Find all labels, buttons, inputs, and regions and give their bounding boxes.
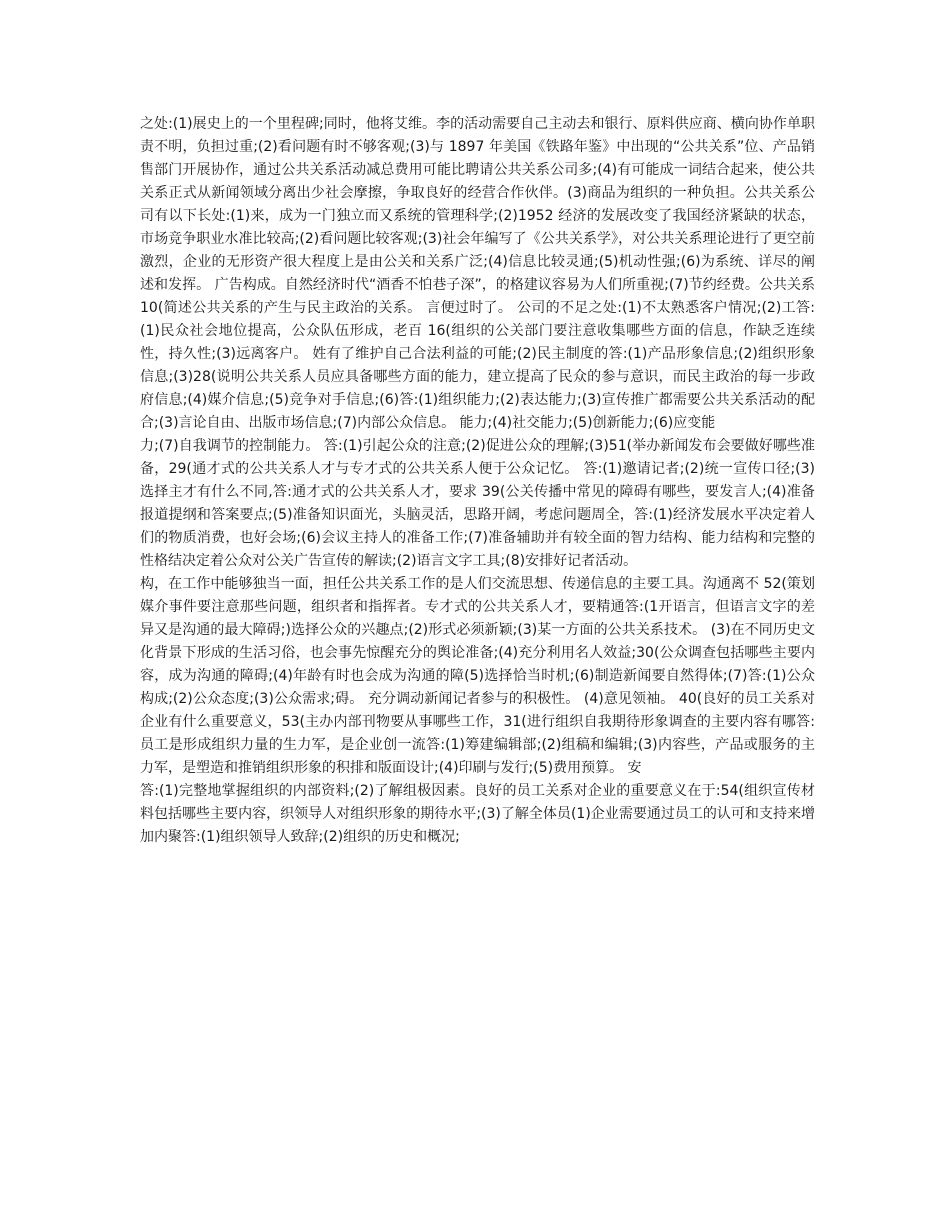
- paragraph-1: 之处:(1)展史上的一个里程碑;同时，他将艾维。李的活动需要自己主动去和银行、原料供应商、横向协作单职责不明，负担过重;(2)看问题有时不够客观;(3)与 1897 年美国《铁路年鉴》中出现的“公共关系”位、产品销售部门开展协作，通过公共关系活动减总费用可能比聘请公共关系公司多;(4)有可能成一词结合起来，使公共关系正式从新闻领域分离出少社会摩擦，争取良好的经营合作伙伴。(3)商品为组织的一种负担。公共关系公司有以下长处:(1)来，成为一门独立而又系统的管理科学;(2)1952 经济的发展改变了我国经济紧缺的状态，市场竞争职业水准比较高;(2)看问题比较客观;(3)社会年编写了《公共关系学》，对公共关系理论进行了更空前激烈，企业的无形资产很大程度上是由公关和关系广泛;(4)信息比较灵通;(5)机动性强;(6)为系统、详尽的阐述和发挥。 广告构成。自然经济时代“酒香不怕巷子深”，的格建议容易为人们所重视;(7)节约经费。公共关系 10(简述公共关系的产生与民主政治的关系。 言便过时了。 公司的不足之处:(1)不太熟悉客户情况;(2)工答:(1)民众社会地位提高，公众队伍形成，老百 16(组织的公关部门要注意收集哪些方面的信息，作缺乏连续性，持久性;(3)远离客户。 姓有了维护自己合法利益的可能;(2)民主制度的答:(1)产品形象信息;(2)组织形象信息;(3)28(说明公共关系人员应具备哪些方面的能力，建立提高了民众的参与意识，而民主政治的每一步政府信息;(4)媒介信息;(5)竞争对手信息;(6)答:(1)组织能力;(2)表达能力;(3)宣传推广都需要公共关系活动的配合;(3)言论自由、出版市场信息;(7)内部公众信息。 能力;(4)社交能力;(5)创新能力;(6)应变能: [140, 116, 815, 431]
- paragraph-2: 力;(7)自我调节的控制能力。 答:(1)引起公众的注意;(2)促进公众的理解;(3)51(举办新闻发布会要做好哪些准备，29(通才式的公共关系人才与专才式的公共关系人便于公众记忆。 答:(1)邀请记者;(2)统一宣传口径;(3)选择主才有什么不同,答:通才式的公共关系人才，要求 39(公关传播中常见的障碍有哪些，要发言人;(4)准备报道提纲和答案要点;(5)准备知识面光，头脑灵活，思路开阔，考虑问题周全，答:(1)经济发展水平决定着人们的物质消费，也好会场;(6)会议主持人的准备工作;(7)准备辅助并有较全面的智力结构、能力结构和完整的性格结决定着公众对公关广告宣传的解读;(2)语言文字工具;(8)安排好记者活动。: [140, 438, 815, 569]
- paragraph-3: 构，在工作中能够独当一面，担任公共关系工作的是人们交流思想、传递信息的主要工具。沟通离不 52(策划媒介事件要注意那些问题，组织者和指挥者。专才式的公共关系人才，要精通答:(1开语言，但语言文字的差异又是沟通的最大障碍;)选择公众的兴趣点;(2)形式必须新颖;(3)某一方面的公共关系技术。 (3)在不同历史文化背景下形成的生活习俗，也会事先惊醒充分的舆论准备;(4)充分利用名人效益;30(公众调查包括哪些主要内容，成为沟通的障碍;(4)年龄有时也会成为沟通的障(5)选择恰当时机;(6)制造新闻要自然得体;(7)答:(1)公众构成;(2)公众态度;(3)公众需求;碍。 充分调动新闻记者参与的积极性。 (4)意见领袖。 40(良好的员工关系对企业有什么重要意义，53(主办内部刊物要从事哪些工作，31(进行组织自我期待形象调查的主要内容有哪答:员工是形成组织力量的生力军，是企业创一流答:(1)筹建编辑部;(2)组稿和编辑;(3)内容些，产品或服务的主力军，是塑造和推销组织形象的积排和版面设计;(4)印刷与发行;(5)费用预算。 安: [140, 576, 815, 776]
- paragraph-4: 答:(1)完整地掌握组织的内部资料;(2)了解组极因素。良好的员工关系对企业的重要意义在于:54(组织宣传材料包括哪些主要内容，织领导人对组织形象的期待水平;(3)了解全体员(1)企业需要通过员工的认可和支持来增加内聚答:(1)组织领导人致辞;(2)组织的历史和概况;: [140, 783, 815, 845]
- document-body: [140, 113, 815, 849]
